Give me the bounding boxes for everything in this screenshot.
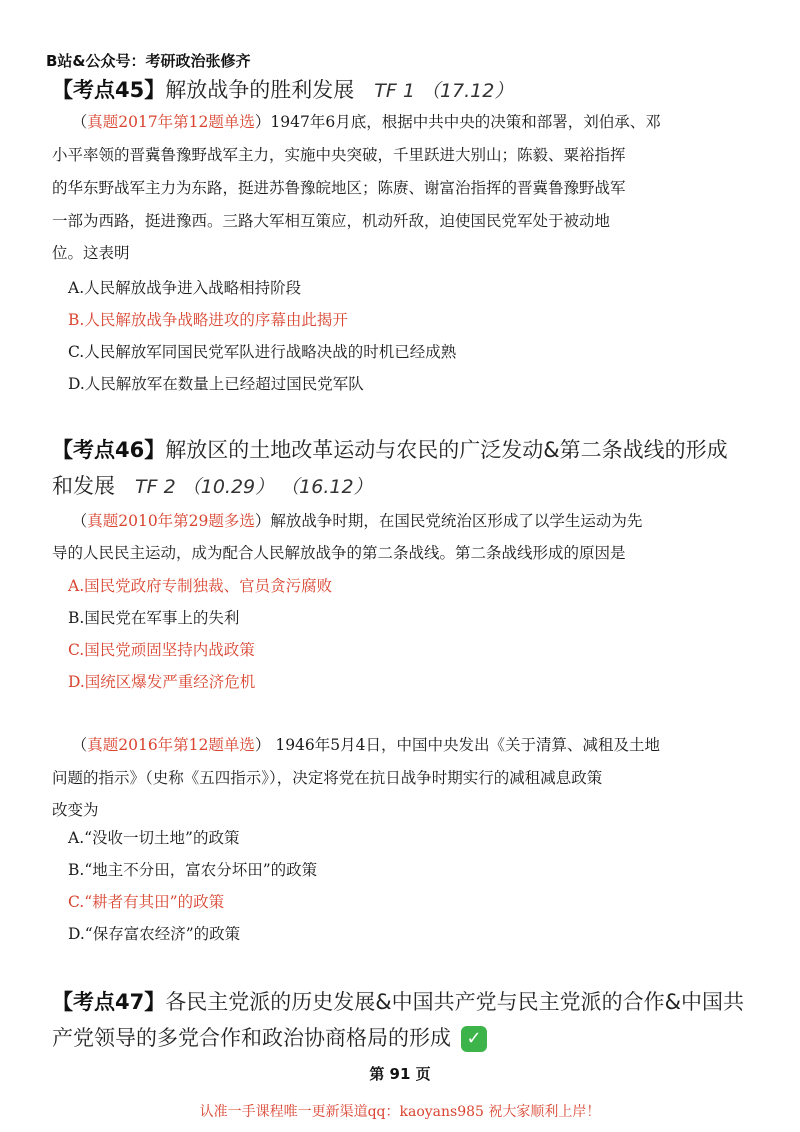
q1-line4: 一部为西路，挺进豫西。三路大军相互策应，机动歼敌，迫使国民党军处于被动地 [52, 212, 611, 230]
q3-line1: （真题2016年第12题单选） 1946年5月4日，中国中央发出《关于清算、减租及土地 [71, 736, 661, 754]
q2-option-b: B.国民党在军事上的失利 [68, 609, 240, 627]
footer-note: 认准一手课程唯一更新渠道qq：kaoyans985 祝大家顺利上岸！ [199, 1104, 601, 1120]
q2-option-d-correct: D.国统区爆发严重经济危机 [68, 673, 256, 691]
q2-source: 真题2010年第29题多选 [87, 512, 255, 530]
q2-option-a-correct: A.国民党政府专制独裁、官员贪污腐败 [68, 577, 333, 595]
q2-option-c-correct: C.国民党顽固坚持内战政策 [68, 641, 255, 659]
q2-line1: （真题2010年第29题多选）解放战争时期，在国民党统治区形成了以学生运动为先 [71, 512, 643, 530]
kp46-title-line2: 和发展 [52, 474, 115, 498]
kp46-tag: 【考点46】 [52, 438, 166, 462]
q1-source: 真题2017年第12题单选 [87, 113, 255, 131]
page-number: 第 91 页 [369, 1065, 431, 1083]
q1-line1: （真题2017年第12题单选）1947年6月底，根据中共中央的决策和部署，刘伯承、邓 [71, 113, 661, 131]
kp45-title: 解放战争的胜利发展 [165, 78, 355, 102]
kp46-heading-line1 [52, 434, 728, 464]
q1-line3: 的华东野战军主力为东路，挺进苏鲁豫皖地区；陈赓、谢富治指挥的晋冀鲁豫野战军 [52, 179, 626, 197]
q1-option-d: D.人民解放军在数量上已经超过国民党军队 [68, 375, 364, 393]
kp45-ref: TF 1 （17.12） [374, 80, 514, 102]
kp46-title-line1: 解放区的土地改革运动与农民的广泛发动&第二条战线的形成 [165, 438, 728, 462]
q1-line5: 位。这表明 [52, 244, 130, 262]
q3-option-a: A.“没收一切土地”的政策 [68, 829, 240, 847]
kp47-heading-line2 [52, 1022, 487, 1052]
q1-option-c: C.人民解放军同国民党军队进行战略决战的时机已经成熟 [68, 343, 457, 361]
q3-option-d: D.“保存富农经济”的政策 [68, 925, 241, 943]
kp46-heading-line2 [52, 470, 373, 500]
q3-line3: 改变为 [52, 801, 99, 819]
q1-line2: 小平率领的晋冀鲁豫野战军主力，实施中央突破，千里跃进大别山；陈毅、粟裕指挥 [52, 146, 626, 164]
kp47-heading-line1 [52, 986, 744, 1016]
kp47-title-line1: 各民主党派的历史发展&中国共产党与民主党派的合作&中国共 [165, 990, 744, 1014]
kp45-tag: 【考点45】 [52, 78, 166, 102]
kp47-tag: 【考点47】 [52, 990, 166, 1014]
q3-line2: 问题的指示》（史称《五四指示》），决定将党在抗日战争时期实行的减租减息政策 [52, 769, 603, 787]
kp47-title-line2: 产党领导的多党合作和政治协商格局的形成 [52, 1026, 451, 1050]
q1-option-b-correct: B.人民解放战争战略进攻的序幕由此揭开 [68, 311, 348, 329]
check-mark-icon: ✓ [461, 1026, 487, 1052]
q1-option-a: A.人民解放战争进入战略相持阶段 [68, 279, 302, 297]
q2-line2: 导的人民民主运动，成为配合人民解放战争的第二条战线。第二条战线形成的原因是 [52, 544, 626, 562]
q3-option-b: B.“地主不分田，富农分坏田”的政策 [68, 861, 318, 879]
channel-header: B站&公众号：考研政治张修齐 [46, 52, 251, 70]
q3-option-c-correct: C.“耕者有其田”的政策 [68, 893, 225, 911]
kp45-heading [52, 74, 513, 104]
kp46-ref: TF 2 （10.29） （16.12） [135, 476, 373, 498]
q3-source: 真题2016年第12题单选 [87, 736, 255, 754]
